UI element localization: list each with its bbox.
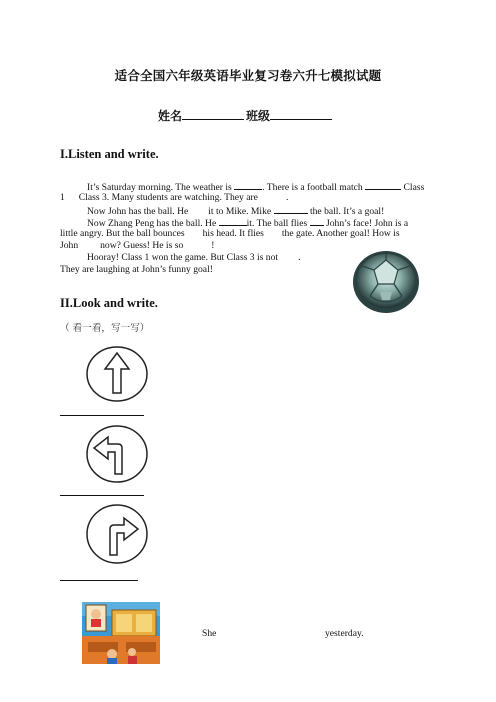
right-turn-sign-icon [84,503,150,565]
passage-line-1: It’s Saturday morning. The weather is . There is a football match Class [87,182,425,193]
name-blank[interactable] [182,109,244,120]
picture-sentence-she: She [202,628,217,639]
name-label: 姓名 [158,109,183,123]
passage-line-5: little angry. But the ball bounces his head. It flies the gate. Another goal! How is [60,228,400,239]
name-class-row [158,107,334,124]
class-label: 班级 [246,109,271,123]
section1-heading: I.Listen and write. [60,147,159,161]
classroom-picture [82,602,160,664]
blank-mike[interactable] [274,204,308,214]
passage-line-4: Now Zhang Peng has the ball. He it. The ball flies John’s face! John is a [87,218,409,229]
page-title: 适合全国六年级英语毕业复习卷六升七模拟试题 [114,68,382,83]
passage-line-8: They are laughing at John’s funny goal! [60,264,213,275]
answer-line-2[interactable] [60,495,144,496]
passage-line-3: Now John has the ball. He it to Mike. Mike the ball. It’s a goal! [87,206,385,217]
picture-sentence-yesterday: yesterday. [325,628,364,639]
football-icon [352,250,420,314]
answer-line-3[interactable] [60,580,138,581]
blank-flies[interactable] [310,216,324,226]
passage-line-2: 1 Class 3. Many students are watching. They are . [60,192,289,203]
left-turn-sign-icon [84,424,150,484]
blank-weather[interactable] [234,180,262,190]
passage-line-6: John now? Guess! He is so ! [60,240,215,251]
blank-zhangpeng[interactable] [219,216,247,226]
answer-line-1[interactable] [60,415,144,416]
section2-heading: II.Look and write. [60,296,158,310]
blank-between[interactable] [365,180,401,190]
instruction-hint: （ 看一看，写一写） [60,323,150,334]
straight-arrow-sign-icon [84,345,150,403]
passage-line-7: Hooray! Class 1 won the game. But Class 3 is not . [87,252,301,263]
class-blank[interactable] [270,109,332,120]
